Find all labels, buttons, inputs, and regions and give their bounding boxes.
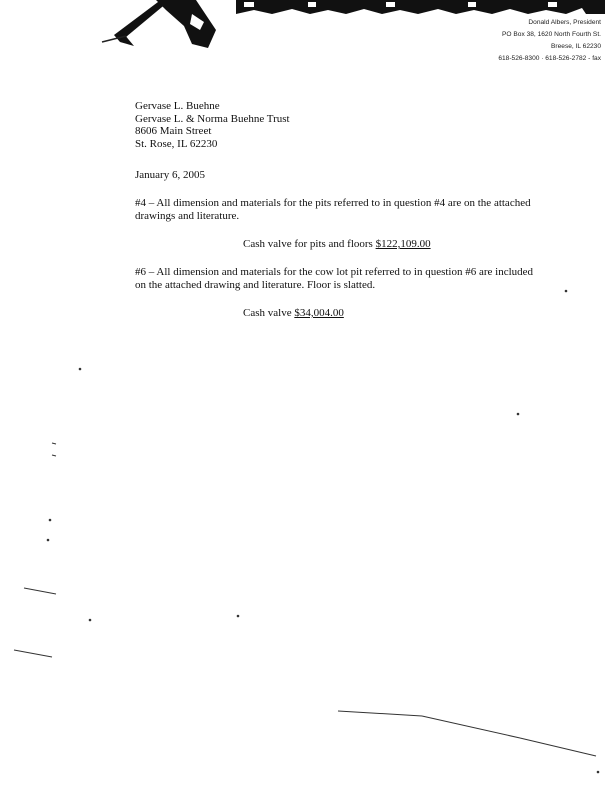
recipient-trust: Gervase L. & Norma Buehne Trust [135, 112, 290, 125]
wordmark [236, 0, 605, 14]
mailing-address-line: PO Box 38, 1620 North Fourth St. [502, 31, 601, 38]
company-contact-info [401, 17, 601, 65]
recipient-city: St. Rose, IL 62230 [135, 137, 218, 150]
cash-amount: $122,109.00 [375, 238, 431, 250]
president-line: Donald Albers, President [528, 19, 601, 26]
item-4-cash-value [243, 238, 431, 251]
item-6-paragraph: #6 – All dimension and materials for the cow lot pit referred to in question #6 are included on the attached drawing and literature. Floor is slatted. [135, 266, 534, 291]
recipient-street: 8606 Main Street [135, 125, 212, 138]
phone-line: 618-526-8300 · 618-526-2782 - fax [498, 55, 601, 62]
recipient-address [135, 100, 290, 150]
cash-amount: $34,004.00 [294, 307, 344, 319]
cash-label: Cash valve for pits and floors [243, 238, 373, 250]
item-4-paragraph: #4 – All dimension and materials for the pits referred to in question #4 are on the attached drawings and literature. [135, 197, 531, 222]
item-6-cash-value [243, 307, 344, 320]
city-line: Breese, IL 62230 [551, 43, 601, 50]
letter-date: January 6, 2005 [135, 169, 205, 181]
cash-label: Cash valve [243, 307, 292, 319]
saw-icon [102, 0, 216, 48]
recipient-name: Gervase L. Buehne [135, 100, 220, 112]
